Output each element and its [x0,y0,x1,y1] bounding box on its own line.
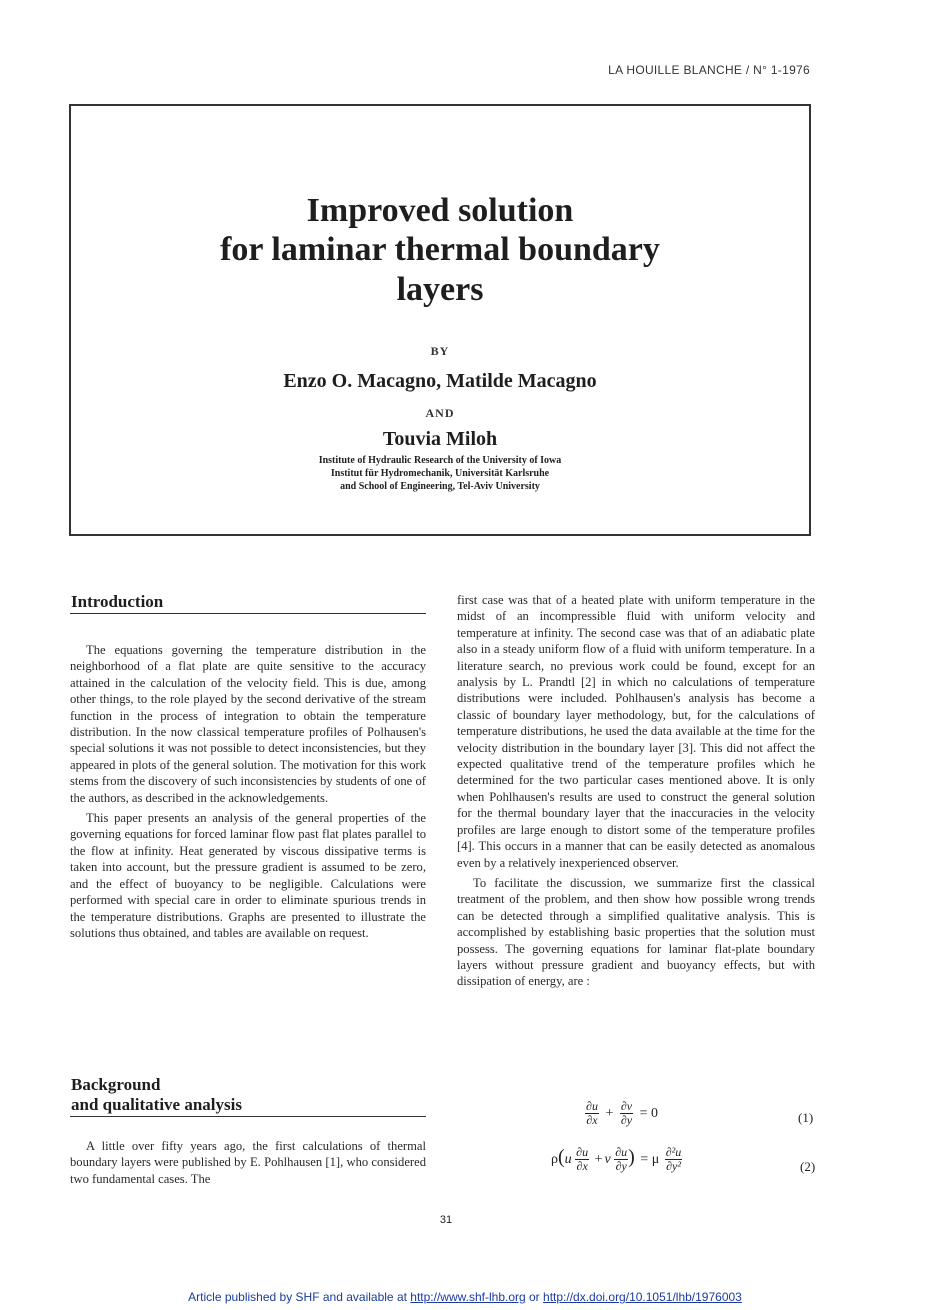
title-line-3: layers [396,271,484,308]
affiliation-1: Institute of Hydraulic Research of the University of Iowa [318,455,562,466]
equation-1: $\frac{\partial u}{\partial x}$ + $\frac{\partial v}{\partial y}$ = 0 [586,1099,659,1127]
intro-paragraph-2: This paper presents an analysis of the general properties of the governing equations for forced laminar flow past flat plates parallel to the flow at infinity. Heat generated by viscous dissipative terms is taken into account, but the pressure gradient is assumed to be zero, and the effect of buoyancy to be negligible. Calculations were performed with special care in order to eliminate spurious trends in the temperature distributions. Graphs are presented to illustrate the solutions thus obtained, and tables are available on request. [70,811,426,940]
background-text [70,1138,426,1187]
journal-header: LA HOUILLE BLANCHE / N° 1-1976 [608,63,810,77]
footer-prefix: Article published by SHF and available at [188,1290,411,1304]
equation-1-number: (1) [798,1110,814,1125]
authors-line-1: Enzo O. Macagno, Matilde Macagno [283,370,597,392]
background-paragraph-1: A little over fifty years ago, the first calculations of thermal boundary layers were published by E. Pohlhausen [1], who considered two fundamental cases. The [70,1139,426,1186]
right-paragraph-1: first case was that of a heated plate with uniform temperature in the midst of an incompressible fluid with uniform velocity and temperature at infinity. The second case was that of an adiabatic plate also in a steady uniform flow of a fluid with uniform temperature. In a literature search, no previous work could be found, except for an analysis by L. Prandtl [2] in which no calculations of temperature distributions were included. Pohlhausen's analysis has become a classic of boundary layer methodology, but, for the calculations of temperature distributions, he used the data available at the time for the velocity distribution in the boundary layer [3]. This did not affect the expected qualitative trend of the temperature profiles which he determined for the two particular cases mentioned above. It is only when Pohlhausen's results are used to construct the general solution for the thermal boundary layer that the inaccuracies in the velocity profiles are large enough to distort some of the temperature profiles [4]. This occurs in a manner that can be easily detected as anomalous even by a relatively inexperienced observer. [457,593,815,870]
equation-2: ρ(u $\frac{\partial u}{\partial x}$ + v $\frac{\partial u}{\partial y}$ ) = μ $\frac{\text{∂²u}}{\text{∂y²}}$ [551,1145,682,1174]
background-heading-1: Background [71,1075,161,1094]
footer [0,1290,930,1304]
affiliation-3: and School of Engineering, Tel-Aviv University [340,481,540,492]
title-box [69,104,811,536]
affiliation-2: Institut für Hydromechanik, Universität Karlsruhe [330,468,550,479]
page-number: 31 [439,1214,453,1226]
by-label: BY [430,344,450,358]
background-heading-rule [70,1116,426,1117]
footer-link-shf[interactable]: http://www.shf-lhb.org [410,1290,526,1304]
authors-line-2: Touvia Miloh [382,428,498,450]
footer-middle: or [525,1290,544,1304]
intro-paragraph-1: The equations governing the temperature distribution in the neighborhood of a flat plate are quite sensitive to the accuracy attained in the calculation of the velocity field. This is due, among other things, to the role played by the second derivative of the stream function in the process of integration to obtain the temperature distribution. In the now classical temperature profiles of Polhausen's special solutions it was not possible to detect inconsistencies, but they appeared in plots of the general solution. The motivation for this work stems from the discovery of such inconsistencies by students of one of the authors, as described in the acknowledgements. [70,643,426,805]
intro-heading: Introduction [71,592,164,611]
title-line-2: for laminar thermal boundary [220,231,660,268]
intro-heading-rule [70,613,426,614]
footer-link-doi[interactable]: http://dx.doi.org/10.1051/lhb/1976003 [543,1290,742,1304]
right-paragraph-2: To facilitate the discussion, we summarize first the classical treatment of the problem, and then show how possible wrong trends can be detected through a simplified qualitative analysis. This is accomplished by establishing basic properties that the solution must possess. The governing equations for laminar flat-plate boundary layers without pressure gradient and buoyancy effects, but with dissipation of energy, are : [457,875,815,989]
equation-2-number: (2) [800,1159,816,1174]
title-line-1: Improved solution [306,192,574,229]
background-heading-2: and qualitative analysis [71,1095,242,1114]
left-column-text [70,642,426,941]
and-label: AND [425,406,455,420]
right-column-text [457,592,815,990]
